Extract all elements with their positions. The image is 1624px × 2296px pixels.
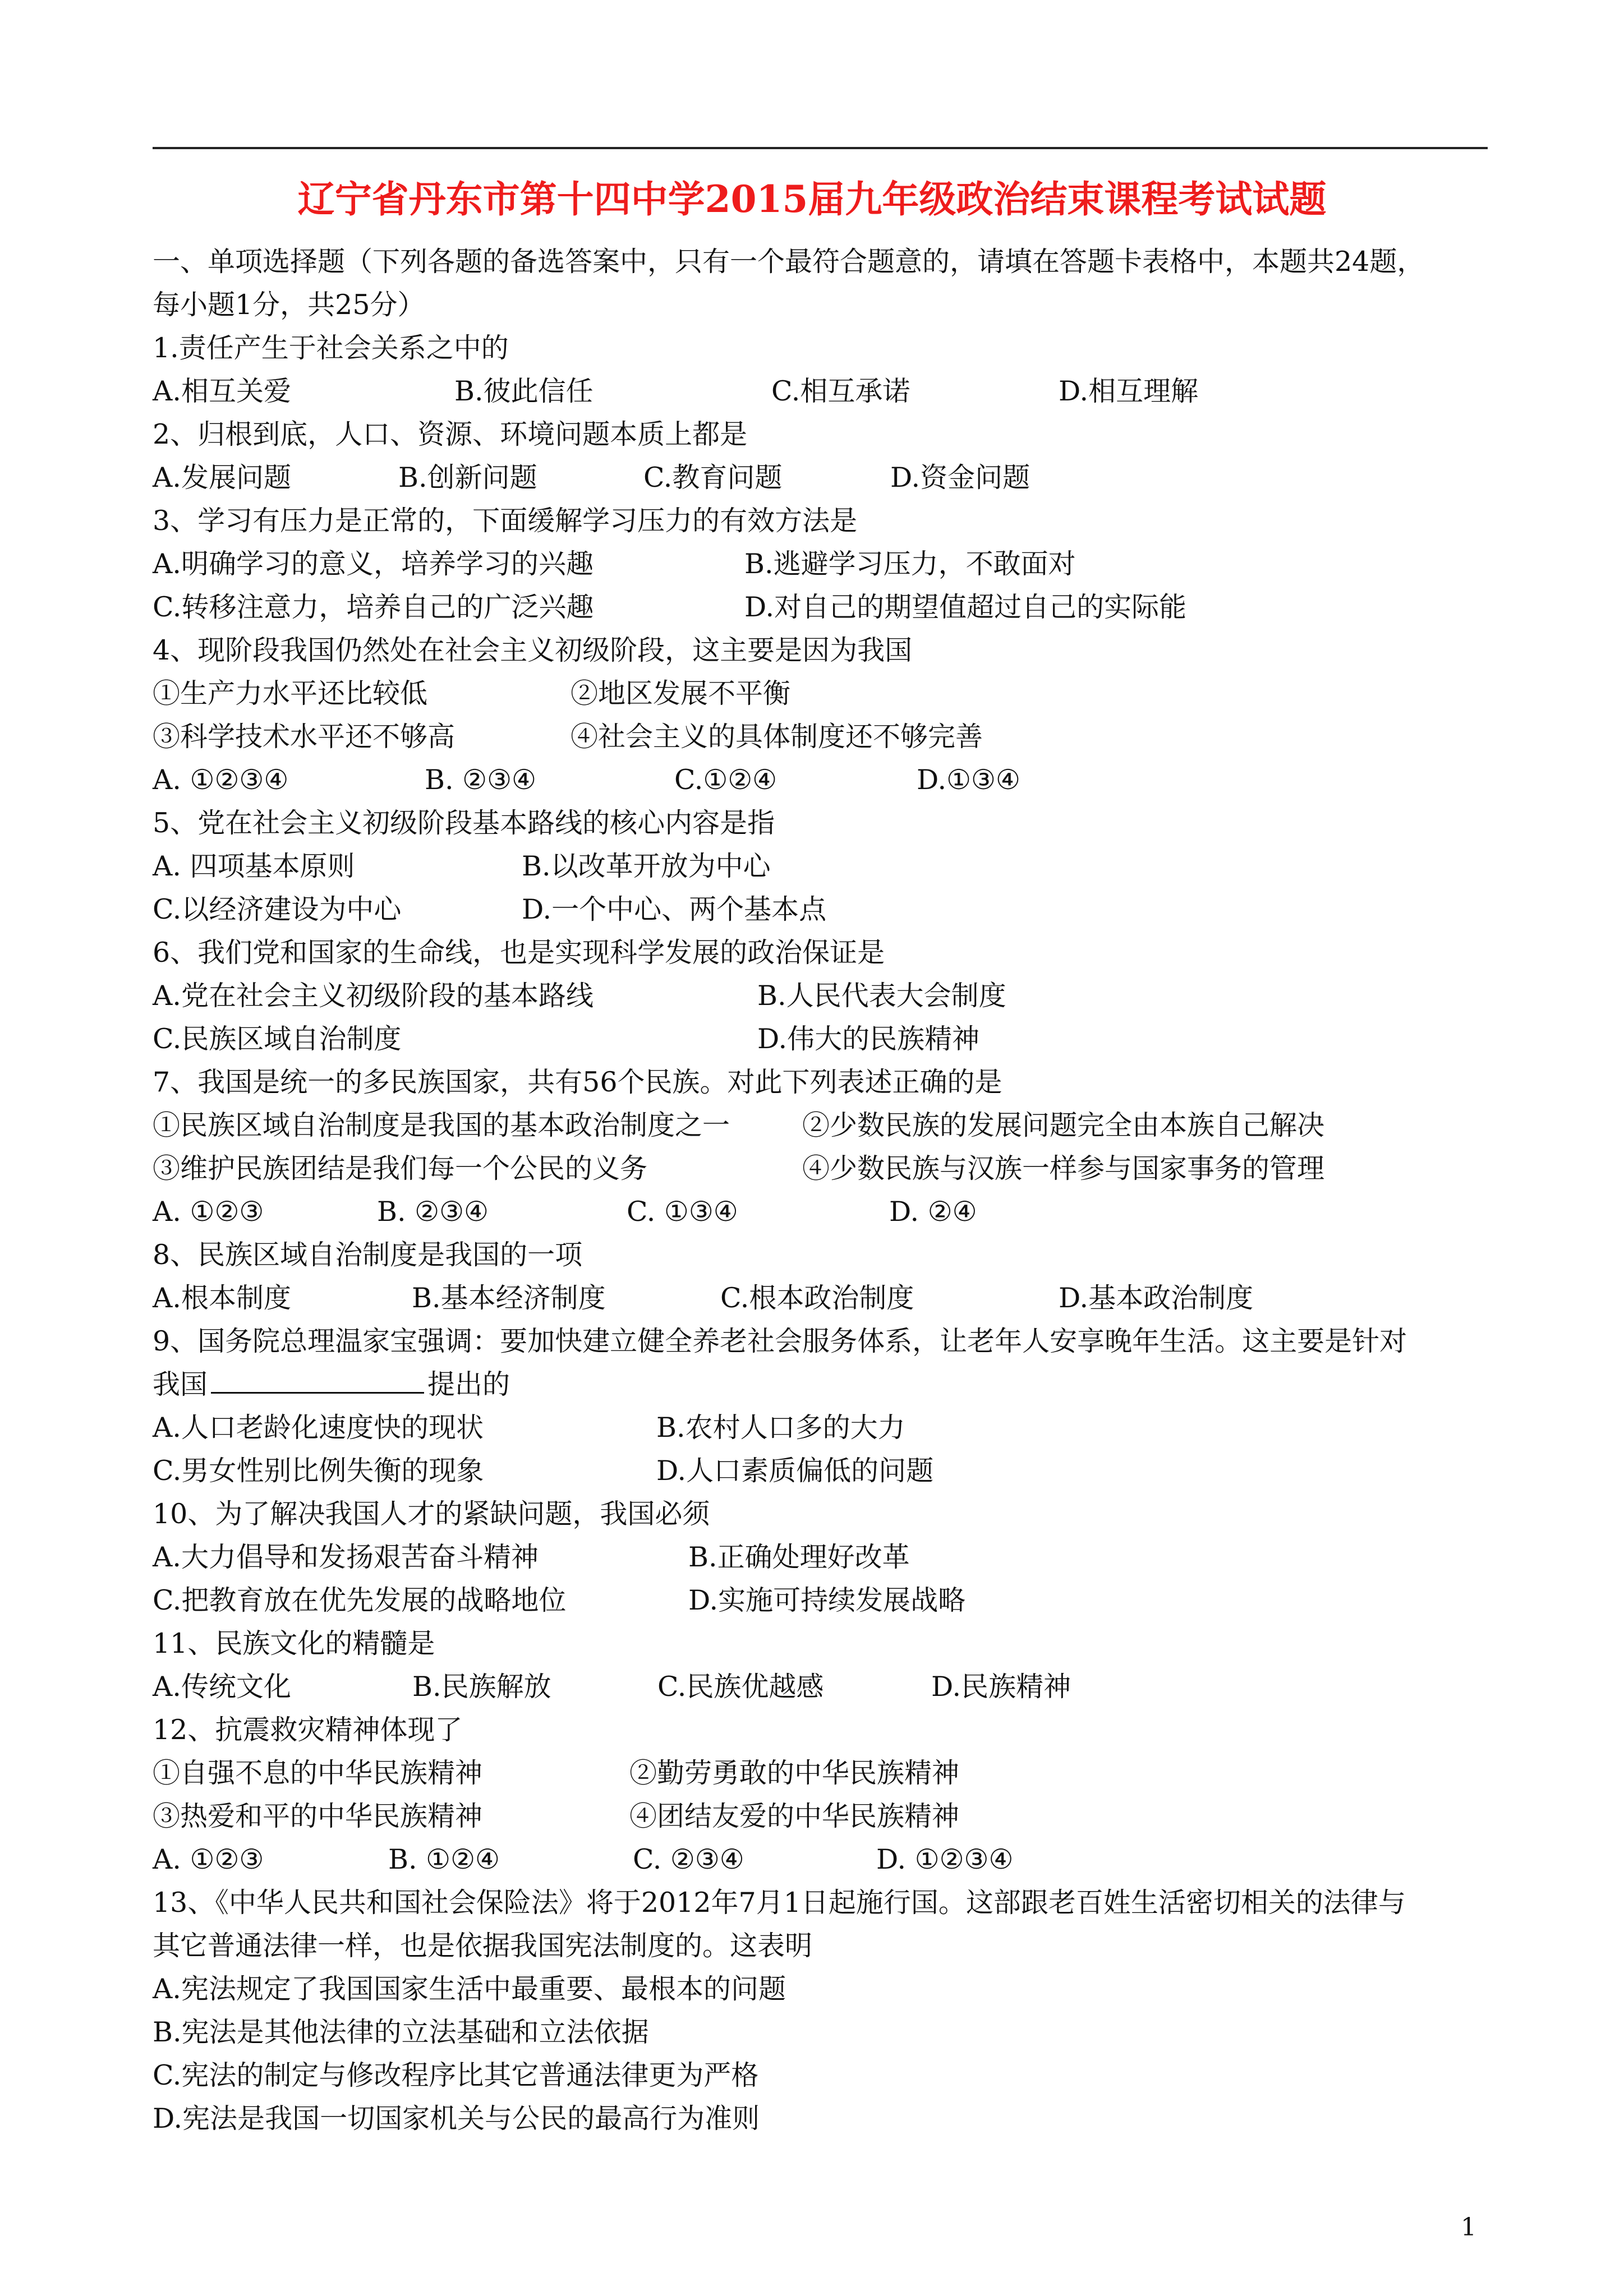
header-rule xyxy=(153,147,1488,149)
option-row xyxy=(153,1449,1488,1492)
answer-option: B.农村人口多的大力 xyxy=(656,1412,905,1444)
stem-text: 我国 xyxy=(153,1368,208,1400)
option-row xyxy=(153,1795,1488,1838)
answer-option: B. ②③④ xyxy=(377,1196,489,1228)
stem-text: 提出的 xyxy=(427,1368,510,1400)
answer-option: A. 四项基本原则 xyxy=(153,850,355,882)
option-row xyxy=(153,2054,1488,2097)
answer-option: B.创新问题 xyxy=(398,462,537,494)
option-row xyxy=(153,370,1488,413)
answer-option: B.正确处理好改革 xyxy=(688,1541,910,1573)
answer-option: D.人口素质偏低的问题 xyxy=(656,1455,934,1487)
answer-option: C.民族优越感 xyxy=(657,1671,824,1703)
question-list xyxy=(153,326,1488,2140)
exam-title: 辽宁省丹东市第十四中学2015届九年级政治结束课程考试试题 xyxy=(297,177,1327,221)
option-row xyxy=(153,845,1488,888)
answer-option: ①生产力水平还比较低 xyxy=(153,677,428,709)
question xyxy=(153,326,1488,413)
answer-option: C.以经济建设为中心 xyxy=(153,893,402,925)
question-stem: 2、归根到底，人口、资源、环境问题本质上都是 xyxy=(153,418,748,450)
answer-option: A.明确学习的意义，培养学习的兴趣 xyxy=(153,548,594,580)
option-row xyxy=(153,1967,1488,2011)
answer-option: ④社会主义的具体制度还不够完善 xyxy=(571,721,983,753)
question xyxy=(153,629,1488,801)
answer-option: A.党在社会主义初级阶段的基本路线 xyxy=(153,980,594,1012)
answer-option: A.宪法规定了我国国家生活中最重要、最根本的问题 xyxy=(153,1973,786,2005)
option-row xyxy=(153,888,1488,931)
option-row xyxy=(153,2011,1488,2054)
answer-option: D.对自己的期望值超过自己的实际能 xyxy=(744,591,1187,623)
option-row xyxy=(153,456,1488,499)
question-stem: 11、民族文化的精髓是 xyxy=(153,1628,435,1659)
option-row xyxy=(153,1579,1488,1622)
option-row xyxy=(153,1104,1488,1147)
answer-option: A.根本制度 xyxy=(153,1282,291,1314)
answer-option: B.宪法是其他法律的立法基础和立法依据 xyxy=(153,2016,649,2048)
question-stem: 9、国务院总理温家宝强调：要加快建立健全养老社会服务体系，让老年人安享晚年生活。这主要是针对 xyxy=(153,1325,1407,1357)
answer-option: C.转移注意力，培养自己的广泛兴趣 xyxy=(153,591,594,623)
question xyxy=(153,1320,1488,1492)
answer-option: ②勤劳勇敢的中华民族精神 xyxy=(629,1757,960,1789)
option-row xyxy=(153,585,1488,629)
option-row xyxy=(153,672,1488,715)
answer-option: C.男女性别比例失衡的现象 xyxy=(153,1455,484,1487)
answer-option: D.实施可持续发展战略 xyxy=(688,1584,966,1616)
answer-option: C.教育问题 xyxy=(643,462,783,494)
question xyxy=(153,1881,1488,2140)
option-row xyxy=(153,1017,1488,1061)
question-stem-continued xyxy=(153,1363,1488,1406)
option-row xyxy=(153,2097,1488,2140)
answer-option: C.宪法的制定与修改程序比其它普通法律更为严格 xyxy=(153,2059,759,2091)
question xyxy=(153,499,1488,629)
option-row xyxy=(153,1190,1488,1233)
answer-option: C.①②④ xyxy=(674,764,778,796)
section-heading-continued: 每小题1分，共25分） xyxy=(153,289,425,321)
question xyxy=(153,801,1488,931)
page-number: 1 xyxy=(1461,2213,1476,2242)
question-stem: 8、民族区域自治制度是我国的一项 xyxy=(153,1239,583,1271)
answer-option: ②少数民族的发展问题完全由本族自己解决 xyxy=(802,1109,1325,1141)
option-row xyxy=(153,1838,1488,1881)
option-row xyxy=(153,1665,1488,1708)
question xyxy=(153,1622,1488,1708)
answer-option: D.伟大的民族精神 xyxy=(757,1023,980,1055)
question-stem: 12、抗震救灾精神体现了 xyxy=(153,1714,463,1746)
answer-option: ④少数民族与汉族一样参与国家事务的管理 xyxy=(802,1152,1325,1184)
question xyxy=(153,1492,1488,1622)
question-stem: 5、党在社会主义初级阶段基本路线的核心内容是指 xyxy=(153,807,775,839)
exam-body xyxy=(153,240,1488,2140)
answer-option: C. ②③④ xyxy=(633,1843,744,1875)
answer-option: C.根本政治制度 xyxy=(720,1282,914,1314)
fill-in-blank xyxy=(211,1363,424,1394)
answer-option: D.相互理解 xyxy=(1059,375,1199,407)
option-row xyxy=(153,542,1488,585)
answer-option: A.发展问题 xyxy=(153,462,291,494)
question-stem: 13、《中华人民共和国社会保险法》将于2012年7月1日起施行国。这部跟老百姓生活密切相关的法律与 xyxy=(153,1887,1406,1919)
option-row xyxy=(153,715,1488,758)
answer-option: ③科学技术水平还不够高 xyxy=(153,721,456,753)
option-row xyxy=(153,1406,1488,1449)
answer-option: A.相互关爱 xyxy=(153,375,291,407)
answer-option: ③热爱和平的中华民族精神 xyxy=(153,1800,483,1832)
question xyxy=(153,1061,1488,1233)
answer-option: C.把教育放在优先发展的战略地位 xyxy=(153,1584,567,1616)
question-stem: 6、我们党和国家的生命线，也是实现科学发展的政治保证是 xyxy=(153,937,885,969)
answer-option: B.逃避学习压力，不敢面对 xyxy=(744,548,1076,580)
answer-option: ②地区发展不平衡 xyxy=(571,677,791,709)
question xyxy=(153,413,1488,499)
answer-option: A.人口老龄化速度快的现状 xyxy=(153,1412,484,1444)
answer-option: A. ①②③④ xyxy=(153,764,289,796)
answer-option: D. ①②③④ xyxy=(876,1843,1014,1875)
answer-option: A.传统文化 xyxy=(153,1671,291,1703)
answer-option: ④团结友爱的中华民族精神 xyxy=(629,1800,960,1832)
question-stem: 7、我国是统一的多民族国家，共有56个民族。对此下列表述正确的是 xyxy=(153,1066,1002,1098)
answer-option: D. ②④ xyxy=(889,1196,977,1228)
question xyxy=(153,1233,1488,1320)
answer-option: A. ①②③ xyxy=(153,1196,264,1228)
answer-option: A. ①②③ xyxy=(153,1843,264,1875)
answer-option: B.彼此信任 xyxy=(454,375,594,407)
option-row xyxy=(153,974,1488,1017)
question-stem: 4、现阶段我国仍然处在社会主义初级阶段，这主要是因为我国 xyxy=(153,634,913,666)
option-row xyxy=(153,1751,1488,1795)
question xyxy=(153,931,1488,1061)
answer-option: ③维护民族团结是我们每一个公民的义务 xyxy=(153,1152,648,1184)
answer-option: C.相互承诺 xyxy=(771,375,910,407)
answer-option: B.人民代表大会制度 xyxy=(757,980,1006,1012)
question-stem: 1.责任产生于社会关系之中的 xyxy=(153,332,509,364)
answer-option: D.①③④ xyxy=(917,764,1020,796)
answer-option: ①自强不息的中华民族精神 xyxy=(153,1757,483,1789)
answer-option: ①民族区域自治制度是我国的基本政治制度之一 xyxy=(153,1109,730,1141)
option-row xyxy=(153,758,1488,801)
answer-option: B. ②③④ xyxy=(425,764,536,796)
answer-option: C. ①③④ xyxy=(627,1196,738,1228)
answer-option: D.宪法是我国一切国家机关与公民的最高行为准则 xyxy=(153,2103,760,2134)
question-stem: 10、为了解决我国人才的紧缺问题，我国必须 xyxy=(153,1498,710,1530)
question xyxy=(153,1708,1488,1881)
answer-option: C.民族区域自治制度 xyxy=(153,1023,402,1055)
question-stem: 3、学习有压力是正常的，下面缓解学习压力的有效方法是 xyxy=(153,505,858,537)
option-row xyxy=(153,1147,1488,1190)
answer-option: B.基本经济制度 xyxy=(412,1282,606,1314)
question-stem-continued: 其它普通法律一样，也是依据我国宪法制度的。这表明 xyxy=(153,1930,813,1962)
answer-option: B. ①②④ xyxy=(388,1843,500,1875)
answer-option: A.大力倡导和发扬艰苦奋斗精神 xyxy=(153,1541,539,1573)
answer-option: B.民族解放 xyxy=(412,1671,551,1703)
option-row xyxy=(153,1276,1488,1320)
answer-option: D.资金问题 xyxy=(890,462,1030,494)
answer-option: D.基本政治制度 xyxy=(1059,1282,1254,1314)
section-heading: 一、单项选择题（下列各题的备选答案中，只有一个最符合题意的，请填在答题卡表格中，本题共24题， xyxy=(153,246,1425,278)
answer-option: D.民族精神 xyxy=(931,1671,1071,1703)
answer-option: B.以改革开放为中心 xyxy=(522,850,771,882)
option-row xyxy=(153,1536,1488,1579)
answer-option: D.一个中心、两个基本点 xyxy=(522,893,827,925)
